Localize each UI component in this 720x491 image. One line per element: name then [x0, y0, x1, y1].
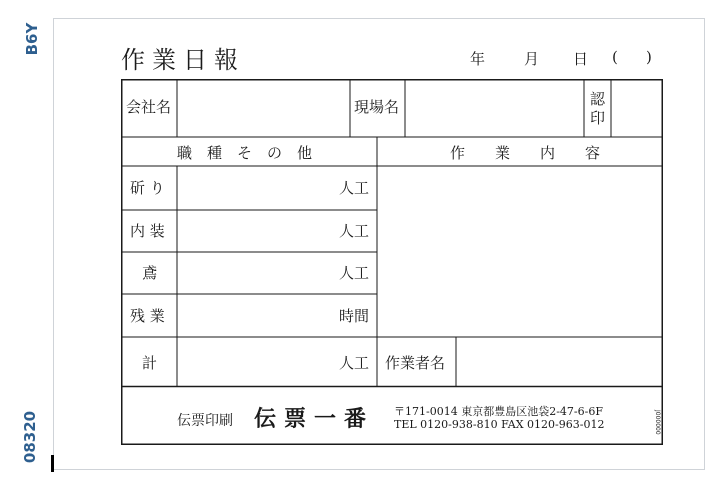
- row-unit: 人工: [339, 222, 370, 240]
- row-unit: 人工: [339, 264, 370, 282]
- tiny-code: J000000: [654, 410, 661, 435]
- row-label: 残 業: [130, 307, 165, 325]
- section-work-label: 作 業 内 容: [450, 144, 601, 162]
- row-label: 計: [142, 354, 158, 372]
- date-year-label: 年: [470, 50, 486, 68]
- company-label: 会社名: [126, 98, 172, 116]
- row-unit: 人工: [339, 354, 370, 372]
- side-code-top: B6Y: [23, 22, 41, 56]
- table-grid: [121, 79, 663, 445]
- row-unit: 時間: [339, 307, 370, 325]
- approval-label: 認 印: [590, 90, 606, 127]
- worker-label: 作業者名: [385, 354, 446, 372]
- footer-address: 〒171-0014 東京都豊島区池袋2-47-6-6F: [394, 405, 603, 418]
- form-title: 作業日報: [121, 46, 245, 74]
- footer-print-label: 伝票印刷: [177, 413, 233, 429]
- footer-brand: 伝票一番: [254, 406, 375, 432]
- side-code-bottom: 08320: [21, 410, 39, 464]
- edge-mark: [51, 455, 54, 472]
- site-label: 現場名: [354, 98, 400, 116]
- date-month-label: 月: [524, 50, 540, 68]
- row-unit: 人工: [339, 179, 370, 197]
- section-trade-label: 職 種 そ の 他: [177, 144, 313, 162]
- footer-phone: TEL 0120-938-810 FAX 0120-963-012: [394, 418, 605, 431]
- date-paren-open: (: [612, 48, 618, 66]
- row-label: 鳶: [142, 264, 158, 282]
- date-paren-close: ): [646, 48, 652, 66]
- row-label: 内 装: [130, 222, 165, 240]
- form-table: [121, 79, 663, 445]
- row-label: 斫 り: [130, 179, 165, 197]
- date-day-label: 日: [573, 50, 589, 68]
